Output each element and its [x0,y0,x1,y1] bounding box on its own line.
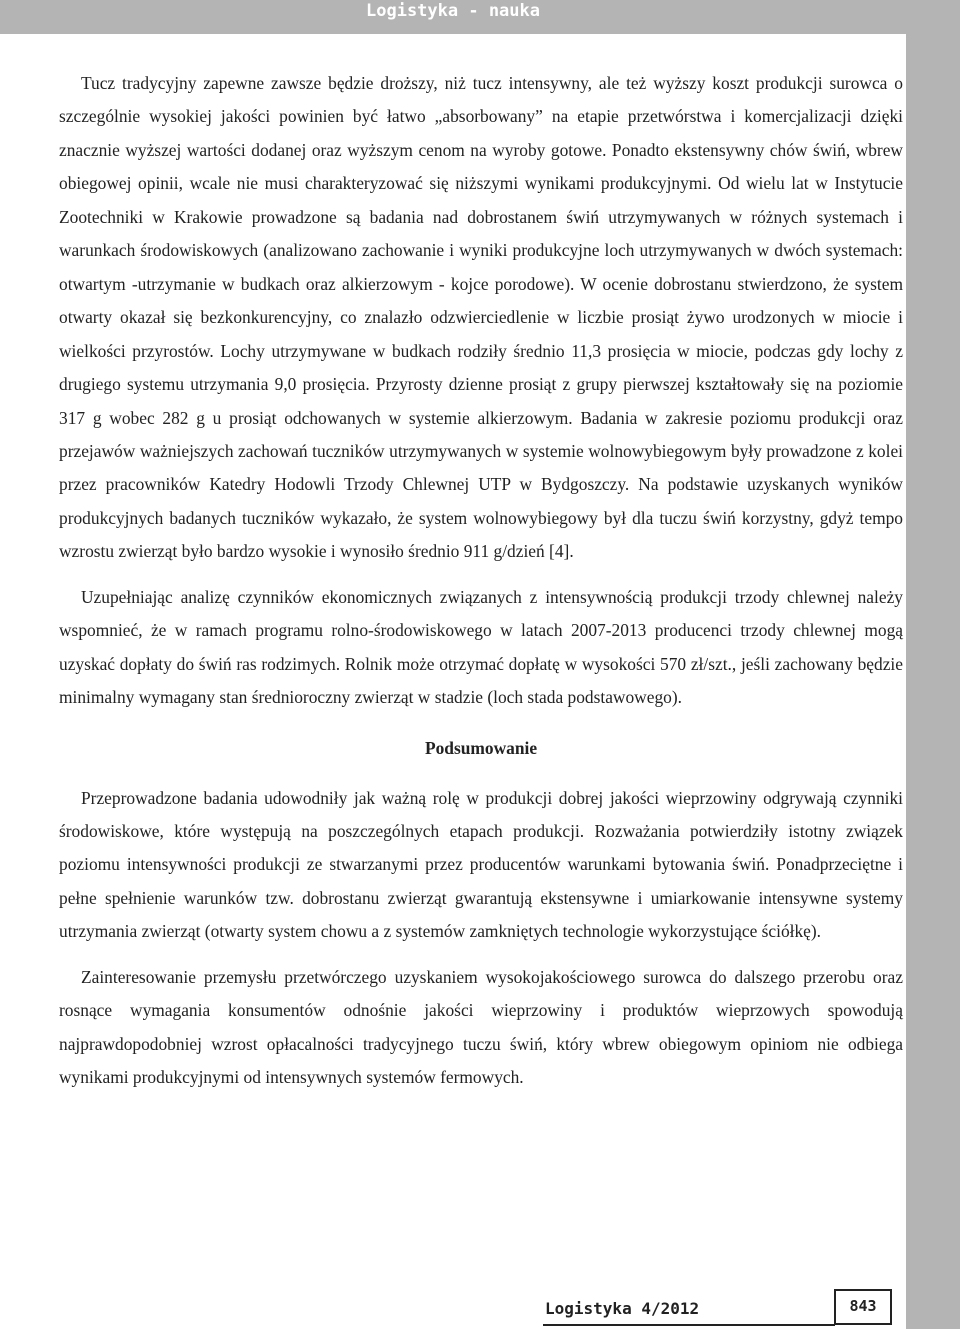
body-paragraph: Uzupełniając analizę czynników ekonomicznych związanych z intensywnością produkcji trzody chlewnej należy wspomnieć, że w ramach programu rolno-środowiskowego w latach 2007-2013 producenci trzody chlewnej mogą uzyskać dopłaty do świń ras rodzimych. Rolnik może otrzymać dopłatę w wysokości 570 zł/szt., jeśli zachowany będzie minimalny wymagany stan średnioroczny zwierząt w stadzie (loch stada podstawowego). [59,586,903,708]
paragraph-spacer [59,569,903,581]
footer-rule [543,1324,835,1326]
summary-paragraph: Zainteresowanie przemysłu przetwórczego uzyskaniem wysokojakościowego surowca do dalszego przerobu oraz rosnące wymagania konsumentów odnośnie jakości wieprzowiny i produktów wieprzowych spowodują najprawdopodobniej wzrost opłacalności tradycyjnego tuczu świń, który wbrew obiegowym opiniom nie odbiega wynikami produkcyjnymi od intensywnych systemów fermowych. [59,966,903,1088]
article-body [59,67,903,1095]
running-header-title: Logistyka - nauka [366,1,540,21]
section-heading: Podsumowanie [424,737,538,758]
page-number-box [834,1289,892,1325]
paragraph-spacer [59,949,903,961]
summary-paragraph: Przeprowadzone badania udowodniły jak ważną rolę w produkcji dobrej jakości wieprzowiny odgrywają czynniki środowiskowe, które występują na poszczególnych etapach produkcji. Rozważania potwierdziły istotny związek poziomu intensywności produkcji ze stwarzanymi przez producentów warunkami bytowania świń. Ponadprzeciętne i pełne spełnienie warunków tzw. dobrostanu zwierząt gwarantują ekstensywne i umiarkowanie intensywne systemy utrzymania zwierząt (otwarty system chowu a z systemów zamkniętych technologie wykorzystujące ściółkę). [59,787,903,942]
body-paragraph: Tucz tradycyjny zapewne zawsze będzie droższy, niż tucz intensywny, ale też wyższy koszt produkcji surowca o szczególnie wysokiej jakości powinien być łatwo „absorbowany” na etapie przetwórstwa i komercjalizacji dzięki znacznie wyższej wartości dodanej oraz wyższym cenom na wyroby gotowe. Ponadto ekstensywny chów świń, wbrew obiegowej opinii, wcale nie musi charakteryzować się niższymi wynikami produkcyjnymi. Od wielu lat w Instytucie Zootechniki w Krakowie prowadzone są badania nad dobrostanem świń utrzymywanych w różnych systemach i warunkach środowiskowych (analizowano zachowanie i wyniki produkcyjne loch utrzymywanych w dwóch systemach: otwartym -utrzymanie w budkach oraz alkierzowym - kojce porodowe). W ocenie dobrostanu stwierdzono, że system otwarty okazał się bezkonkurencyjny, co znalazło odzwierciedlenie w liczbie prosiąt żywo urodzonych w miocie i wielkości przyrostów. Lochy utrzymywane w budkach rodziły średnio 11,3 prosięcia w miocie, podczas gdy lochy z drugiego systemu utrzymania 9,0 prosięcia. Przyrosty dzienne prosiąt z grupy pierwszej kształtowały się na poziomie 317 g wobec 282 g u prosiąt odchowanych w systemie alkierzowym. Badania w zakresie poziomu produkcji oraz przejawów ważniejszych zachowań tuczników utrzymywanych w systemie wolnowybiegowym były prowadzone z kolei przez pracowników Katedry Hodowli Trzody Chlewnej UTP w Bydgoszczy. Na podstawie uzyskanych wyników produkcyjnych badanych tuczników wykazało, że system wolnowybiegowy był dla tuczu świń korzystny, gdyż tempo wzrostu zwierząt było bardzo wysokie i wynosiło średnio 911 g/dzień [4]. [59,73,903,562]
right-margin-band [906,34,960,1329]
page-number: 843 [849,1297,877,1315]
footer-journal-name: Logistyka 4/2012 [545,1299,700,1318]
